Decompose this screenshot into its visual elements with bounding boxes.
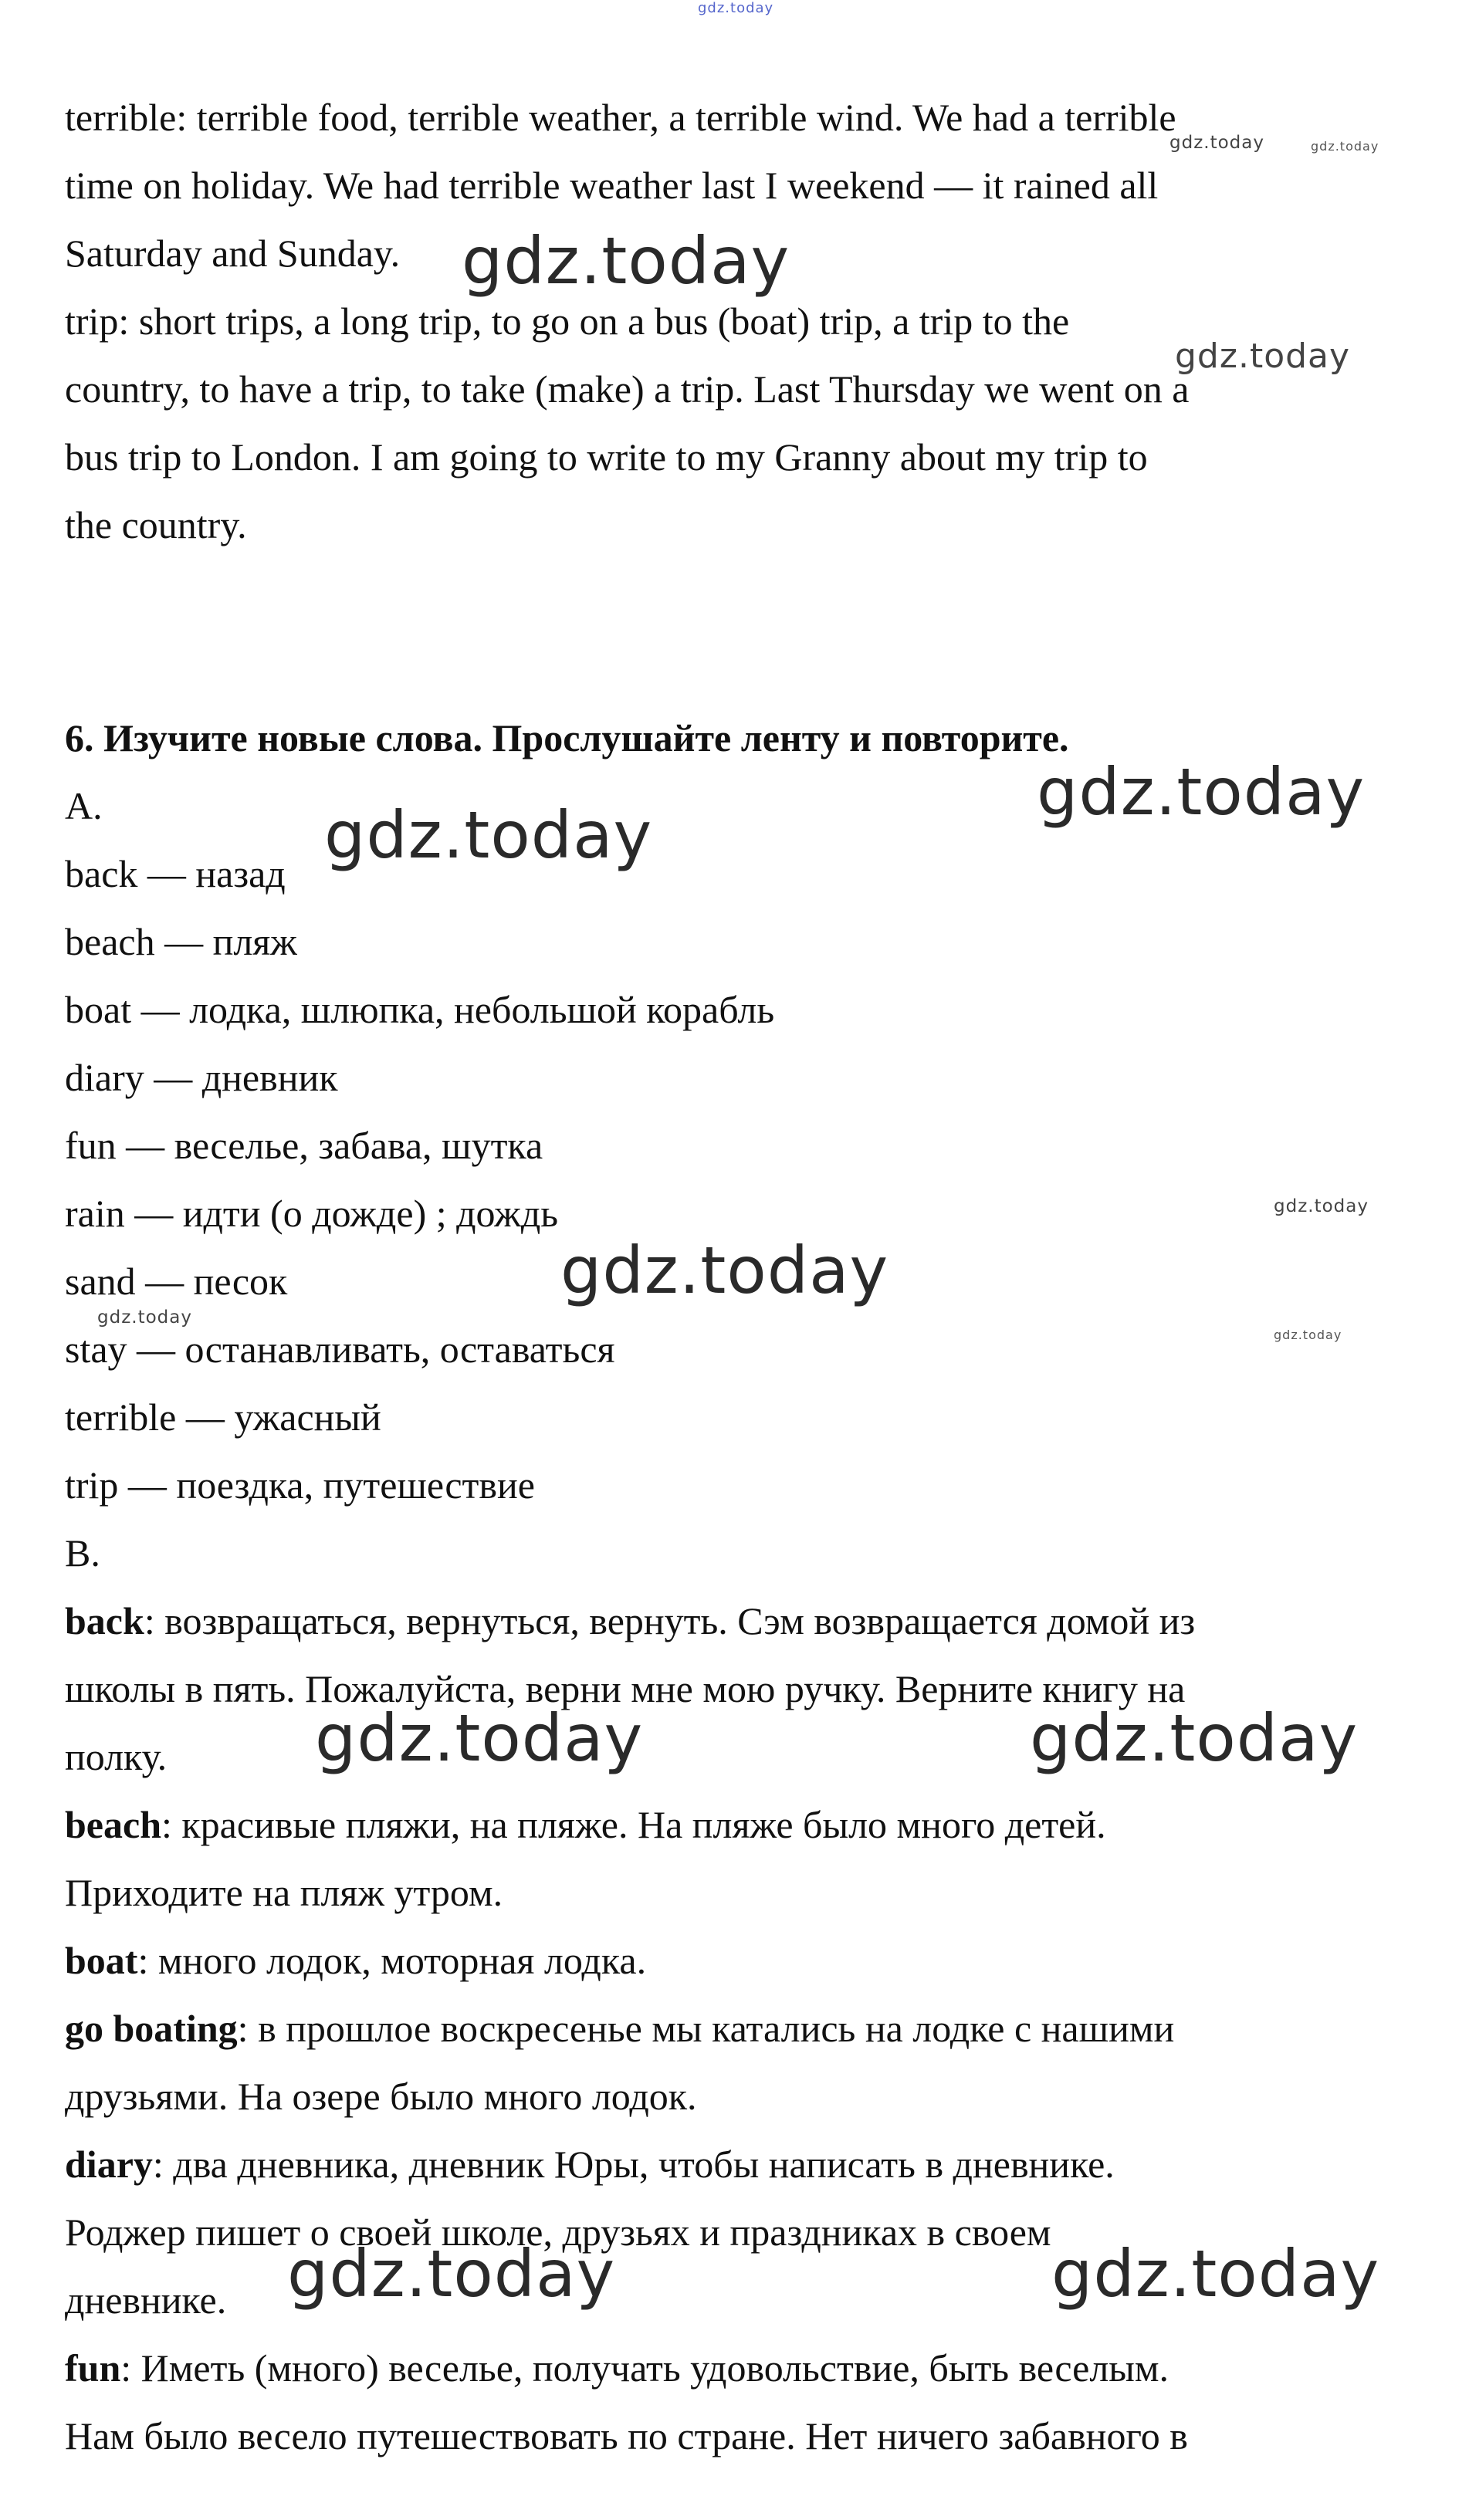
example-text: : Иметь (много) веселье, получать удовольствие, быть веселым. xyxy=(120,2346,1169,2390)
vocabulary-item: sand — песок xyxy=(65,1260,288,1303)
vocabulary-item: stay — останавливать, оставаться xyxy=(65,1328,615,1371)
example-line: полку. xyxy=(65,1735,168,1778)
intro-line: trip: short trips, a long trip, to go on a bus (boat) trip, a trip to the xyxy=(65,299,1070,343)
intro-line: Saturday and Sunday. xyxy=(65,232,401,275)
part-a-label: A. xyxy=(65,784,103,827)
intro-line: country, to have a trip, to take (make) a trip. Last Thursday we went on a xyxy=(65,367,1190,411)
watermark: gdz.today xyxy=(97,1307,192,1328)
vocabulary-item: diary — дневник xyxy=(65,1056,338,1099)
example-line: Нам было весело путешествовать по стране. Нет ничего забавного в xyxy=(65,2414,1188,2457)
top-watermark: gdz.today xyxy=(698,0,774,16)
watermark: gdz.today xyxy=(1051,2236,1380,2312)
example-line xyxy=(65,1587,1408,1655)
watermark: gdz.today xyxy=(1274,1196,1369,1216)
example-term: beach xyxy=(65,1803,161,1846)
example-term: go boating xyxy=(65,2007,238,2050)
example-text: : возвращаться, вернуться, вернуть. Сэм возвращается домой из xyxy=(144,1599,1196,1642)
watermark: gdz.today xyxy=(1311,139,1379,154)
example-term: diary xyxy=(65,2143,153,2186)
example-line: друзьями. На озере было много лодок. xyxy=(65,2075,697,2118)
watermark: gdz.today xyxy=(1175,337,1351,376)
example-line xyxy=(65,1926,1408,1994)
intro-line: time on holiday. We had terrible weather last I weekend — it rained all xyxy=(65,164,1159,207)
example-line xyxy=(65,2130,1408,2198)
example-term: fun xyxy=(65,2346,121,2390)
vocabulary-item: trip — поездка, путешествие xyxy=(65,1463,535,1507)
watermark: gdz.today xyxy=(560,1233,889,1308)
watermark: gdz.today xyxy=(462,223,790,299)
example-text: : два дневника, дневник Юры, чтобы написать в дневнике. xyxy=(152,2143,1115,2186)
example-line: школы в пять. Пожалуйста, верни мне мою ручку. Верните книгу на xyxy=(65,1667,1186,1710)
watermark: gdz.today xyxy=(1030,1700,1359,1776)
vocabulary-item: fun — веселье, забава, шутка xyxy=(65,1124,543,1167)
watermark: gdz.today xyxy=(1037,754,1366,830)
example-term: back xyxy=(65,1599,144,1642)
watermark: gdz.today xyxy=(1169,133,1264,153)
vocabulary-item: terrible — ужасный xyxy=(65,1395,381,1439)
intro-line: terrible: terrible food, terrible weather, a terrible wind. We had a terrible xyxy=(65,96,1176,139)
watermark: gdz.today xyxy=(287,2236,616,2312)
watermark: gdz.today xyxy=(315,1700,644,1776)
example-line xyxy=(65,2334,1408,2402)
example-line xyxy=(65,1791,1408,1859)
example-line: Роджер пишет о своей школе, друзьях и праздниках в своем xyxy=(65,2210,1051,2254)
exercise-heading: 6. Изучите новые слова. Прослушайте ленту и повторите. xyxy=(65,716,1069,759)
section-gap xyxy=(65,559,1408,704)
vocabulary-item: beach — пляж xyxy=(65,920,297,963)
watermark: gdz.today xyxy=(324,797,653,873)
intro-line: the country. xyxy=(65,503,247,546)
example-term: boat xyxy=(65,1939,138,1982)
example-line: дневнике. xyxy=(65,2278,227,2322)
example-line xyxy=(65,1994,1408,2062)
vocabulary-item: rain — идти (о дожде) ; дождь xyxy=(65,1192,559,1235)
watermark: gdz.today xyxy=(1274,1328,1342,1342)
example-line: Приходите на пляж утром. xyxy=(65,1871,503,1914)
vocabulary-item: back — назад xyxy=(65,852,286,895)
example-text: : в прошлое воскресенье мы катались на лодке с нашими xyxy=(237,2007,1175,2050)
part-b-label: B. xyxy=(65,1531,100,1575)
vocabulary-item: boat — лодка, шлюпка, небольшой корабль xyxy=(65,988,775,1031)
example-text: : красивые пляжи, на пляже. На пляже было много детей. xyxy=(161,1803,1106,1846)
intro-line: bus trip to London. I am going to write to my Granny about my trip to xyxy=(65,435,1148,479)
example-text: : много лодок, моторная лодка. xyxy=(137,1939,647,1982)
